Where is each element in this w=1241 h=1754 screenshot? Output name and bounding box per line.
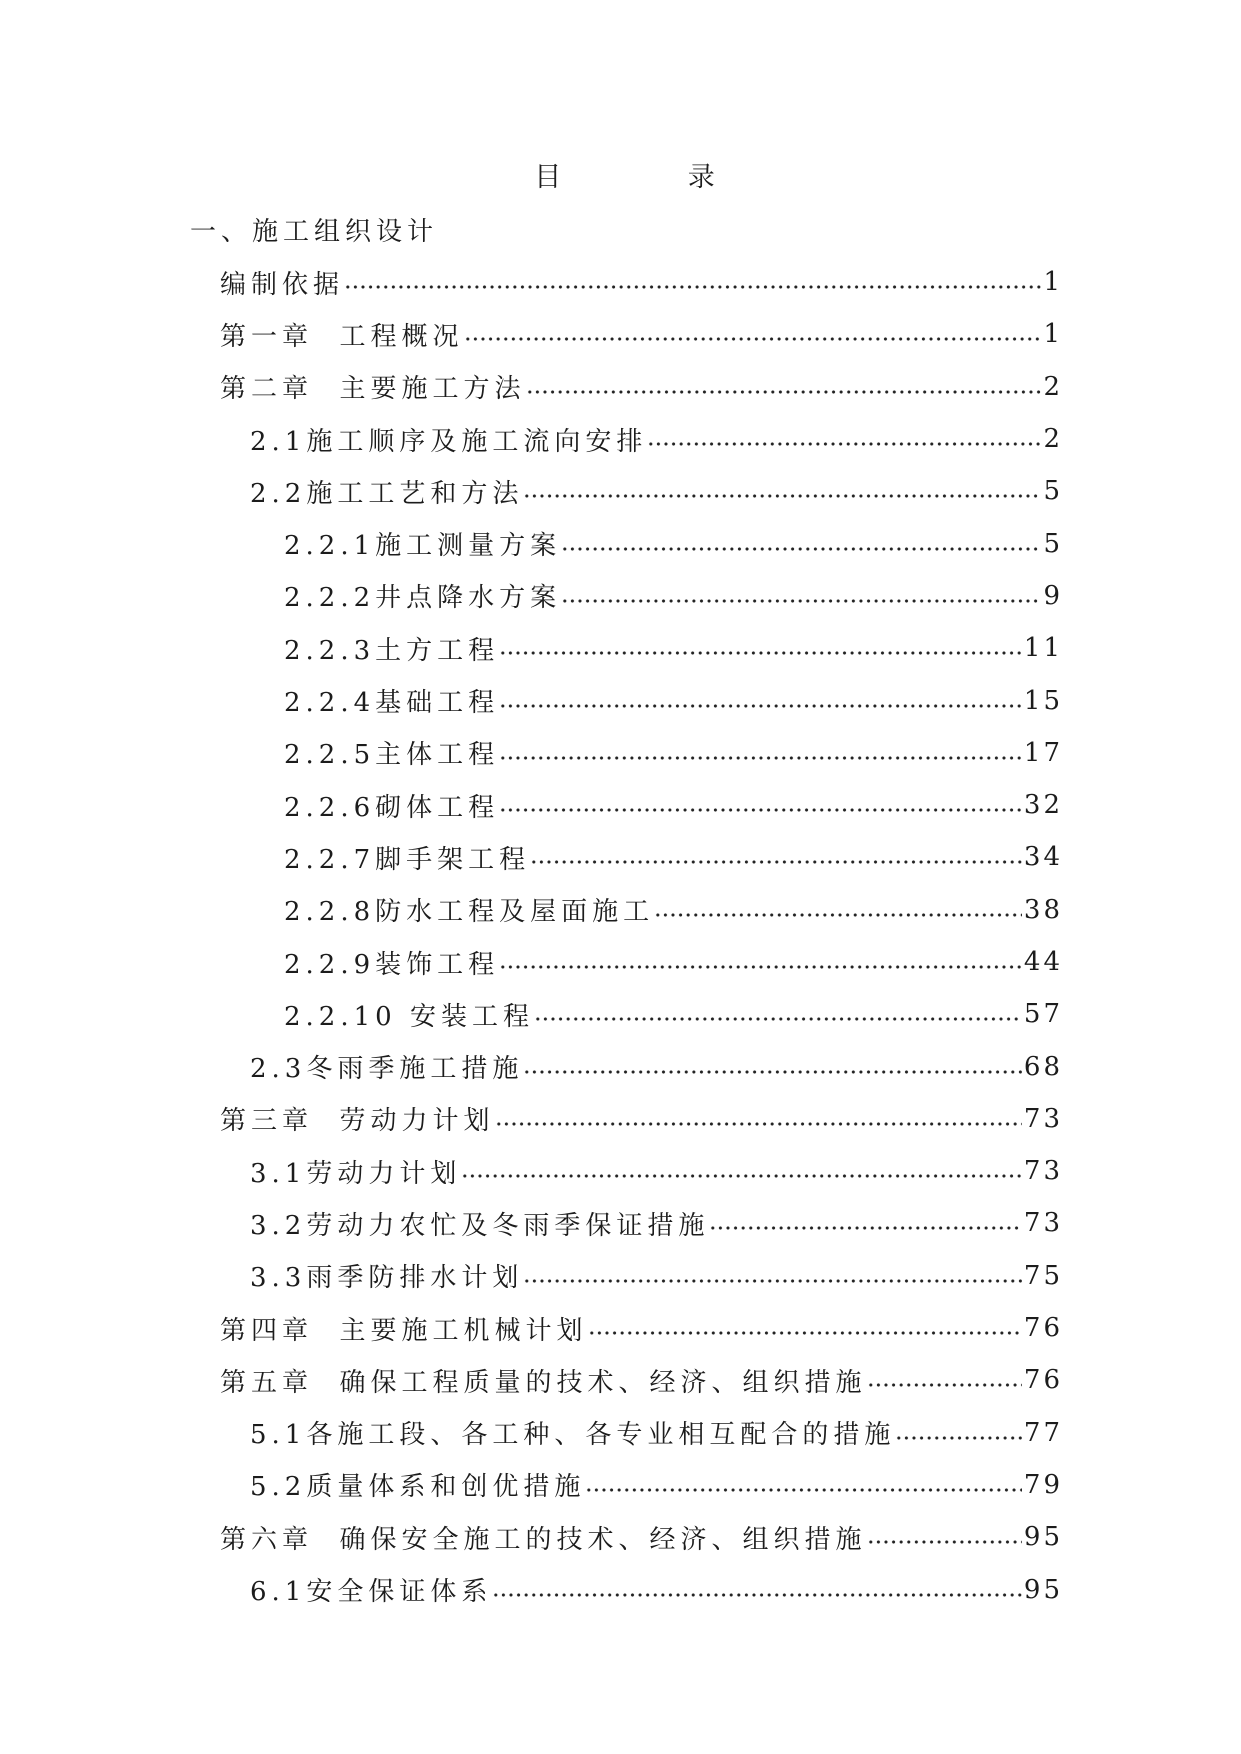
toc-entry-page: 2: [1043, 371, 1063, 402]
dot-leader: [647, 439, 1041, 449]
toc-entry-title: 第三章 劳动力计划: [220, 1106, 495, 1137]
toc-entry-title: 5.1各施工段、各工种、各专业相互配合的措施: [250, 1420, 896, 1451]
toc-entry: [190, 570, 1063, 622]
toc-entry: [190, 884, 1063, 936]
toc-entry-title: 3.3雨季防排水计划: [250, 1263, 524, 1294]
toc-entry: [190, 831, 1063, 883]
toc-entry-title: 第四章 主要施工机械计划: [220, 1315, 588, 1346]
toc-entry-page: 73: [1023, 1103, 1063, 1134]
dot-leader: [523, 1067, 1022, 1077]
dot-leader: [867, 1537, 1022, 1547]
toc-entry: [190, 413, 1063, 465]
toc-entry-page: 57: [1023, 999, 1063, 1030]
dot-leader: [585, 1485, 1022, 1495]
dot-leader: [530, 857, 1022, 867]
toc-entry: [190, 1459, 1063, 1511]
toc-entry-title: 第二章 主要施工方法: [220, 374, 526, 405]
toc-entry: [190, 1511, 1063, 1563]
toc-entry-title: 5.2质量体系和创优措施: [250, 1472, 586, 1503]
toc-entry: [190, 727, 1063, 779]
dot-leader: [499, 701, 1022, 711]
dot-leader: [709, 1223, 1022, 1233]
toc-entry-page: 5: [1043, 476, 1063, 507]
dot-leader: [523, 491, 1041, 501]
toc-entry-page: 11: [1023, 633, 1063, 664]
dot-leader: [895, 1433, 1022, 1443]
toc-entry-page: 44: [1023, 947, 1063, 977]
toc-entry: [190, 779, 1063, 831]
toc-entry-page: 79: [1023, 1469, 1063, 1500]
toc-entry-page: 76: [1023, 1313, 1063, 1344]
dot-leader: [561, 544, 1041, 554]
toc-entry-page: 1: [1043, 319, 1063, 350]
toc-entry-title: 2.2.8防水工程及屋面施工: [284, 897, 655, 928]
toc-entry-page: 75: [1023, 1260, 1063, 1291]
toc-entry-page: 76: [1023, 1365, 1063, 1396]
toc-entry: [190, 256, 1063, 308]
toc-entry: [190, 1040, 1063, 1092]
toc-entry-page: 9: [1043, 580, 1063, 611]
toc-entry-title: 2.2.1施工测量方案: [284, 531, 562, 562]
toc-entry: [190, 517, 1063, 569]
toc-entry-page: 73: [1023, 1156, 1063, 1187]
toc-entry-title: 2.2.5主体工程: [284, 740, 500, 771]
toc-entry: [190, 465, 1063, 517]
toc-entry-page: 1: [1043, 267, 1063, 298]
toc-entry: [190, 361, 1063, 413]
toc-entry: [190, 1354, 1063, 1406]
toc-entry-page: 34: [1023, 842, 1063, 873]
toc-section-heading: 一、施工组织设计: [190, 217, 439, 247]
toc-entry-title: 编制依据: [220, 269, 345, 300]
toc-entry: [190, 988, 1063, 1040]
toc-entry-title: 2.2施工工艺和方法: [250, 478, 524, 509]
toc-entry-page: 95: [1023, 1574, 1063, 1605]
toc-entry-title: 2.2.10 安装工程: [284, 1001, 534, 1032]
toc-entry: [190, 936, 1063, 988]
toc-entry-page: 15: [1023, 685, 1063, 716]
dot-leader: [495, 1119, 1022, 1129]
toc-entry-title: 2.2.2井点降水方案: [284, 583, 562, 614]
dot-leader: [499, 805, 1022, 815]
toc-entry-page: 5: [1043, 528, 1063, 559]
toc-entry: [190, 1250, 1063, 1302]
dot-leader: [588, 1328, 1022, 1338]
toc-title: 目 录: [534, 162, 715, 193]
toc-entry-title: 2.2.3土方工程: [284, 635, 500, 666]
toc-entry: [190, 1197, 1063, 1249]
toc-entry: [190, 1563, 1063, 1615]
toc-entry: [190, 308, 1063, 360]
toc-entry-title: 第五章 确保工程质量的技术、经济、组织措施: [220, 1367, 867, 1398]
toc-entry-title: 第一章 工程概况: [220, 321, 464, 352]
dot-leader: [499, 753, 1022, 763]
toc-entry-title: 2.1施工顺序及施工流向安排: [250, 426, 648, 457]
toc-entry-page: 38: [1023, 894, 1063, 925]
dot-leader: [499, 648, 1022, 658]
dot-leader: [461, 1171, 1022, 1181]
dot-leader: [561, 596, 1041, 606]
toc-entry-page: 17: [1023, 737, 1063, 768]
dot-leader: [492, 1590, 1022, 1600]
toc-entry-title: 2.2.7脚手架工程: [284, 844, 531, 875]
toc-entry-page: 73: [1023, 1208, 1063, 1239]
dot-leader: [654, 910, 1022, 920]
toc-entry-page: 77: [1023, 1417, 1063, 1448]
toc-entry-title: 2.2.4基础工程: [284, 688, 500, 719]
dot-leader: [523, 1276, 1022, 1286]
table-of-contents: [190, 256, 1063, 1616]
toc-entry-title: 2.3冬雨季施工措施: [250, 1054, 524, 1085]
dot-leader: [526, 387, 1042, 397]
toc-entry-title: 2.2.6砌体工程: [284, 792, 500, 823]
dot-leader: [499, 962, 1022, 972]
toc-entry-title: 6.1安全保证体系: [250, 1577, 493, 1608]
toc-entry: [190, 1407, 1063, 1459]
toc-entry: [190, 1093, 1063, 1145]
toc-entry-page: 32: [1023, 790, 1063, 821]
toc-entry-page: 95: [1023, 1522, 1063, 1553]
toc-entry-page: 2: [1043, 424, 1063, 455]
toc-entry: [190, 622, 1063, 674]
toc-entry-title: 2.2.9装饰工程: [284, 949, 500, 980]
toc-entry-title: 第六章 确保安全施工的技术、经济、组织措施: [220, 1524, 867, 1555]
dot-leader: [464, 334, 1042, 344]
toc-entry: [190, 674, 1063, 726]
toc-entry-page: 68: [1023, 1051, 1063, 1082]
dot-leader: [344, 282, 1041, 292]
toc-entry: [190, 1145, 1063, 1197]
dot-leader: [534, 1014, 1022, 1024]
dot-leader: [867, 1380, 1022, 1390]
toc-entry-title: 3.2劳动力农忙及冬雨季保证措施: [250, 1210, 710, 1241]
toc-entry: [190, 1302, 1063, 1354]
toc-entry-title: 3.1劳动力计划: [250, 1158, 462, 1189]
